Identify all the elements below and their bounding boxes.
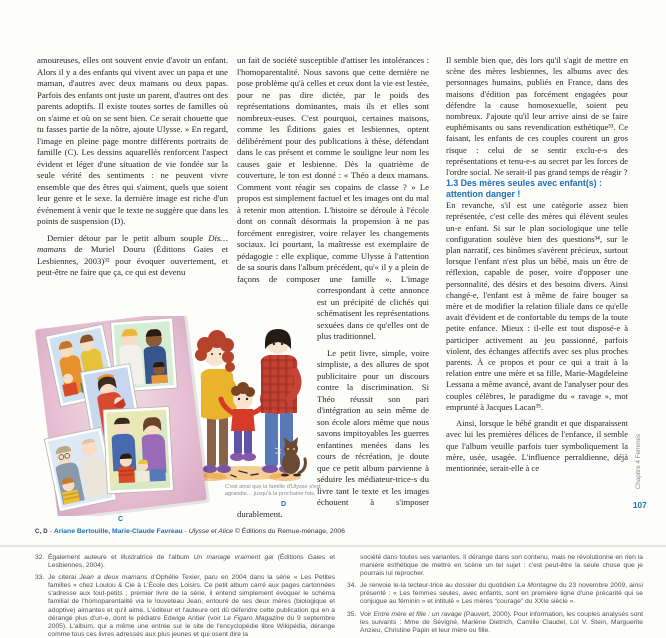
paragraph-text: un fait de société susceptible d'attiser les intolérances : l'homoparentalité. Nous savons que cette dernière ne pose problème qu'à celles et ceux dont la vie est lestée, pour ne pas dire dictée, par le poids des représentations dominantes, mais ils et elles sont nombreux-euses. C'est pourquoi, certaines maisons, comme les Éditions gaies et lesbiennes, optent délibérément pour des publications à thèse, défendant dans le cas présent et comme le souligne leur nom les causes gaie et lesbienne. Dès la quatrième de couverture, le ton est donné : « Théo a deux mamans. Comment vont réagir ses copains de classe ? » Le propos est simplement factuel et les images ont du mal à retenir mon attention. L'histoire se déroule à l'école dont on connaît désormais la propension à ne pas forcément enregistrer, voire relayer les changements sociaux. Ici pourtant, la maîtresse est exemplaire de pédagogie : elle explique, comme Ulysse à l'attention de sa souris dans l'album précédent, qu'« il y a plein de façons de composer une famille ». <box>237 55 429 284</box>
page-number: 107 <box>633 501 647 510</box>
portrait-card-5 <box>103 406 173 493</box>
figure-c-label: C <box>118 516 124 523</box>
footnote-35 <box>347 611 643 635</box>
credit-line: C, D - Ariane Bertouille, Marie-Claude Favreau - Ulysse et Alice © Éditions du Remue-ménage, 2006 <box>35 528 345 535</box>
text-column-1 <box>37 55 228 279</box>
footnote-number: 33. <box>35 574 45 582</box>
paragraph: Le petit livre, simple, voire simpliste, a des allures de spot publicitaire pour un discours contre la discrimination. Si Théo réussit son pari d'intégration au sein même de son école alors même que nous savons impitoyables les guerres enfantines menées dans les cours de récréation, je doute que ce petit album parvienne à séduire les médiateur-trice-s du livre tant le texte et les images échouent à s'imposer durablement. <box>237 347 429 519</box>
family-portraits-page <box>31 316 210 516</box>
paragraph: amoureuses, elles ont souvent envie d'avoir un enfant. Alors il y a des enfants qui vivent avec un papa et une maman, d'autres avec deux mamans ou deux papas. Parfois des enfants ont juste un parent, d'autres ont des parents adoptifs. Il existe toutes sortes de familles où on s'aime et où on se sent bien. Ce serait chouette que tu fasses partie de la nôtre, ajoute Ulysse. » En regard, l'image en pleine page montre différents portraits de famille (C). Les dessins aquarellés renforcent l'aspect évident et léger d'une situation de vie fondée sur la seule vérité des sentiments : ne peuvent vivre ensemble que des êtres qui s'aiment, quels que soient leur genre et le sexe. la dernière image est riche d'un événement à venir que le texte ne suggère que dans les points de suspension (D). <box>37 55 228 226</box>
footnote-number: 32. <box>35 554 45 561</box>
footnote-32 <box>35 554 335 570</box>
footnote-33-continued <box>347 554 643 578</box>
paragraph: En revanche, s'il est une catégorie assez bien représentée, c'est celle des mères qui élèvent seules un-e enfant. Si sur le plan sociologique une telle configuration soulève bien des questions³⁴, sur le plan narratif, ces binômes s'avèrent précieux, surtout lorsque l'enfant n'est plus un bébé, mais un être de réflexion, capable de poser, voire d'opposer une personnalité, des désirs et des besoins divers. Ainsi changé-e, l'enfant est à même de faire bouger sa mère et de modifier la relation filiale dans ce qu'elle avait d'évident et de confortable du temps de la toute petite enfance. Mieux : il-elle est tout disposé-e à participer activement au jeu passionné, parfois violent, des échanges affectifs avec ses plus proches parents. À ce propos et pour ce qui a trait à la relation entre une mère et sa fille, Marie-Magdeleine Lessana a même avancé, avant de l'analyser pour des couples célèbres, le paradigme du « ravage », mot emprunté à Jacques Lacan³⁵. <box>446 200 628 412</box>
paragraph: Dernier détour par le petit album souple Dis… mamans de Muriel Douru (Éditions Gaies et Lesbiennes, 2003)³² pour évoquer ouvertement, et peut-être ne faire que ça, ce qui est devenu <box>37 232 228 277</box>
text-column-3 <box>446 55 628 474</box>
footnote-divider <box>0 545 666 547</box>
figure-d-caption: C'est ainsi que la famille d'Ulysse s'est agrandie… jusqu'à la prochaine fois. <box>225 484 321 497</box>
figure-d-label: D <box>281 501 287 508</box>
footnote-number <box>347 554 360 578</box>
chapter-tab <box>630 425 648 497</box>
text-column-2 <box>225 55 429 520</box>
footnote-text: Je citerai Jean a deux mamans d'Ophélie Texier, paru en 2004 dans la série « Les Petites familles » chez Loulou & Cie à L'École des Loisirs. Ce petit album carré aux pages cartonnées s'adresse aux tout-petits ; premier livre de la série, il entend simplement évoquer le schéma familial de l'homoparentalité via le louveteau Jean, entouré de ses deux mères (biologique et adoptive) aimantes et qu'il aime. L'éditeur et l'auteure ont dû défendre cette publication qui en a dérangé plus d'un-e, dont le pédiatre Edwige Antier (voir Le Figaro Magazine du 9 septembre 2005). L'album, qui a même une entrée sur le site de l'encyclopédie libre Wikipédia, dérange comme tous ces livres adressés aux plus jeunes et qui osent dire la <box>48 574 335 638</box>
footnotes-left <box>35 554 335 638</box>
section-heading: 1.3 Des mères seules avec enfant(s) : attention danger ! <box>446 178 602 200</box>
footnote-34 <box>347 582 643 606</box>
footnote-text: Voir Entre mère et fille : un ravage (Pauvert, 2000). Pour information, les couples analysés sont les suivants : Mme de Sévigné, Marlène Dietrich, Camille Claudel, Lol V. Stein, Marguerite Anzieu, Christine Papin et leur mère ou fille. <box>360 610 643 634</box>
paragraph: Il semble bien que, dès lors qu'il s'agit de mettre en scène des mères lesbiennes, les albums avec des personnages humains, publiés en France, dans des maisons d'édition pas forcément engagées pour défendre la cause homosexuelle, soient peu nombreux. J'ajoute qu'il leur arrive ainsi de se faire euphémisants ou sans revendication esthétique³³. Ce faisant, les enfants de ces couples courent un gros risque : celui de se sentir exclu-e-s des représentations et tenu-e-s au secret par les forces de l'ordre social. Ne serait-il pas grand temps de réagir ? <box>446 55 628 178</box>
figure-d <box>225 287 321 508</box>
chapter-tab-label: Chapitre 4 Femmes <box>635 433 643 489</box>
footnote-33 <box>35 574 335 638</box>
footnote-number: 35. <box>347 610 357 618</box>
footnote-text: Également auteure et illustratrice de l'album Un mariage vraiment gai (Éditions Gaies et Lesbiennes, 2004). <box>48 554 335 570</box>
figure-c <box>4 316 234 516</box>
footnote-text: Je renvoie le-la lecteur-trice au dossier du quotidien La Montagne du 23 novembre 2009, ainsi présenté : « Les femmes seules, avec enfants, sont en première ligne d'une précarité qui se conjugue au féminin » et intitulé « Les mères “courage” du XXIe siècle ». <box>360 582 643 606</box>
footnotes-right <box>347 554 643 638</box>
paragraph: Ainsi, lorsque le bébé grandit et que disparaissent avec lui les premières délices de l'enfance, il semble que l'album veuille parfois tuer symboliquement la mère, usée, usagée. L'influence perraldienne, déjà mentionnée, serait-elle à ce <box>446 418 628 473</box>
footnote-text: société dans toutes ses variantes. Il dérange dans son contenu, mais ne révolutionne en rien la manière esthétique de mettre en scène un tel sujet : c'est peut-être la seule chose que je pourrais lui reprocher. <box>360 554 643 578</box>
footnote-number: 34. <box>347 582 357 590</box>
paragraph-text: L'image correspondant à cette annonce est un précipité de clichés qui schématisent les représentations sexuées dans ce qu'elles ont de plus traditionnel. <box>317 273 429 341</box>
